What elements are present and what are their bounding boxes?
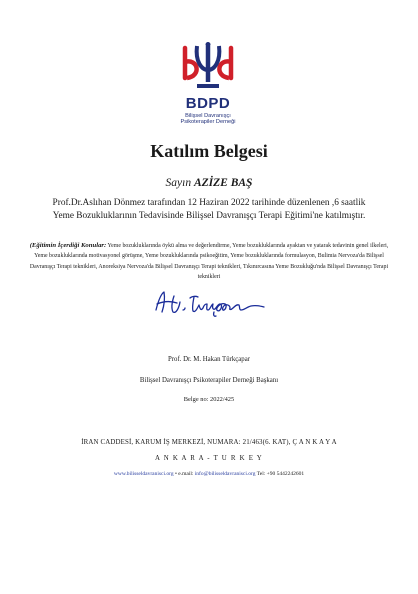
- salutation: Sayın: [165, 177, 192, 189]
- phone-text: Tel: +90 5442242601: [255, 471, 305, 477]
- email-label: • e.mail:: [173, 471, 195, 477]
- bdpd-emblem-icon: [176, 42, 240, 96]
- footer-contacts: [0, 471, 418, 477]
- footer-address: İRAN CADDESİ, KARUM İŞ MERKEZİ, NUMARA: 21/463(6. KAT), Ç A N K A Y A: [81, 439, 337, 446]
- signatory-name: Prof. Dr. M. Hakan Türkçapar: [168, 356, 250, 363]
- course-content-label: (Eğitimin İçerdiği Konular:: [29, 242, 107, 249]
- signatory-role: Bilişsel Davranışçı Psikoterapiler Derneği Başkanı: [139, 377, 279, 384]
- course-content-text: Yeme bozukluklarında öykü alma ve değerlendirme, Yeme bozukluklarında ayaktan ve yatarak tedavinin genel ilkeleri, Yeme bozukluklarında motivasyonel görüşme, Yeme bozukluklarında psikoeğitim, Yeme bozukluklarında formulasyon, Bulimia Nervoza'da Bilişsel Davranışçı Terapi teknikleri, Anoreksiya Nervoza'da Bilişsel Davranışçı Terapi teknikleri, Tıkınırcasına Yeme Bozukluğu'nda Bilişsel Davranışçı Terapi teknikleri: [29, 243, 389, 281]
- bdpd-logo: [176, 42, 240, 134]
- logo-subtitle-line2: Psikoterapiler Derneği: [180, 119, 236, 125]
- website-link[interactable]: www.bilisseldavranisci.org: [113, 471, 174, 477]
- logo-subtitle-line1: Bilişsel Davranışçı: [185, 113, 231, 119]
- certificate-title: Katılım Belgesi: [150, 141, 268, 161]
- logo-title: BDPD: [185, 95, 231, 112]
- email-link[interactable]: info@bilisseldavranisci.org: [194, 471, 256, 477]
- certificate-body: Prof.Dr.Aslıhan Dönmez tarafından 12 Haziran 2022 tarihinde düzenlenen ,6 saatlik Yeme Bozukluklarının Tedavisinde Bilişsel Davranışçı Terapi Eğitimi'ne katılmıştır.: [52, 198, 366, 221]
- course-content: [24, 241, 394, 283]
- recipient-name: AZİZE BAŞ: [193, 177, 253, 189]
- signature-icon: [152, 288, 270, 318]
- document-number: Belge no: 2022/425: [183, 396, 235, 403]
- footer-city: A N K A R A - T U R K E Y: [155, 455, 263, 462]
- recipient-line: [0, 177, 418, 189]
